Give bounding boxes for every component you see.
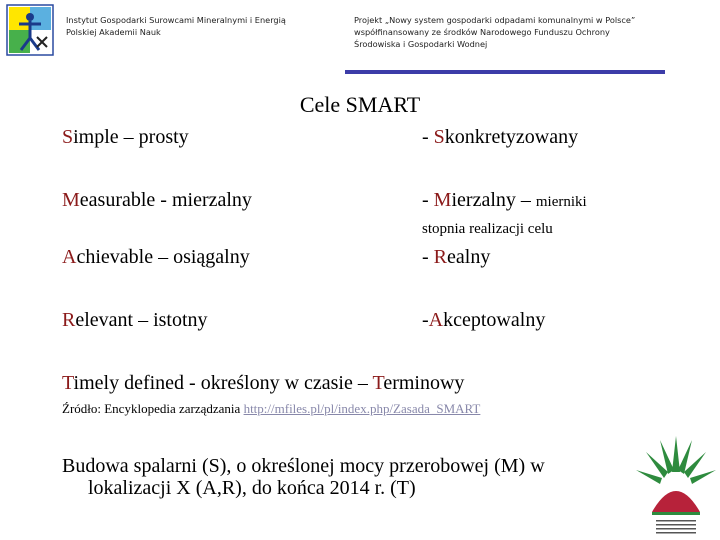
item-prefix: - — [422, 246, 434, 268]
page-title: Cele SMART — [299, 92, 421, 117]
smart-item-a-en — [62, 246, 250, 269]
initial-letter: R — [62, 309, 76, 331]
item-text: konkretyzowany — [444, 126, 579, 148]
initial-letter: M — [433, 189, 452, 211]
item-text: imely defined - określony w czasie – — [73, 372, 373, 394]
project-line-2: współfinansowany ze środków Narodowego Funduszu Ochrony — [354, 27, 610, 37]
smart-item-m-en — [62, 189, 252, 212]
institute-name — [66, 14, 286, 38]
initial-letter: R — [433, 246, 448, 268]
item-text: elevant – istotny — [75, 309, 208, 331]
initial-letter: S — [433, 126, 445, 148]
item-text: kceptowalny — [443, 309, 546, 331]
project-line-1: Projekt „Nowy system gospodarki odpadami komunalnymi w Polsce” — [354, 15, 636, 25]
item-text: easurable - mierzalny — [79, 189, 252, 211]
project-info — [354, 14, 635, 50]
initial-letter: A — [428, 309, 444, 331]
smart-item-r-pl — [422, 309, 545, 332]
fund-logo — [632, 432, 720, 540]
item-small-text: mierniki — [535, 194, 587, 210]
item-text: chievable – osiągalny — [76, 246, 250, 268]
source-link[interactable]: http://mfiles.pl/pl/index.php/Zasada_SMART — [243, 401, 481, 416]
example-line-2: lokalizacji X (A,R), do końca 2014 r. (T) — [88, 477, 416, 499]
initial-letter: T — [62, 372, 74, 394]
institute-logo — [6, 4, 54, 56]
item-prefix: - — [422, 126, 434, 148]
initial-letter: S — [62, 126, 74, 148]
project-line-3: Środowiska i Gospodarki Wodnej — [354, 39, 488, 49]
institute-line-2: Polskiej Akademii Nauk — [66, 27, 161, 37]
smart-item-s-en — [62, 126, 189, 149]
example-line-1: Budowa spalarni (S), o określonej mocy przerobowej (M) w — [62, 455, 545, 477]
initial-letter: M — [62, 189, 80, 211]
item-text: ierzalny – — [451, 189, 536, 211]
item-text: ealny — [447, 246, 491, 268]
smart-item-t — [62, 372, 464, 395]
source-citation — [62, 401, 480, 417]
item-prefix: - — [422, 309, 429, 331]
item-prefix: - — [422, 189, 434, 211]
item-text: erminowy — [383, 372, 465, 394]
example-text — [62, 455, 662, 499]
source-label: Źródło: Encyklopedia zarządzania — [62, 401, 244, 416]
smart-item-a-pl — [422, 246, 490, 269]
header-divider — [345, 70, 665, 74]
smart-item-m-note: stopnia realizacji celu — [422, 221, 553, 237]
initial-letter: T — [372, 372, 384, 394]
smart-item-r-en — [62, 309, 208, 332]
institute-line-1: Instytut Gospodarki Surowcami Mineralnymi i Energią — [66, 15, 286, 25]
item-text: imple – prosty — [73, 126, 189, 148]
initial-letter: A — [62, 246, 77, 268]
smart-item-m-pl — [422, 189, 587, 212]
smart-item-s-pl — [422, 126, 578, 149]
